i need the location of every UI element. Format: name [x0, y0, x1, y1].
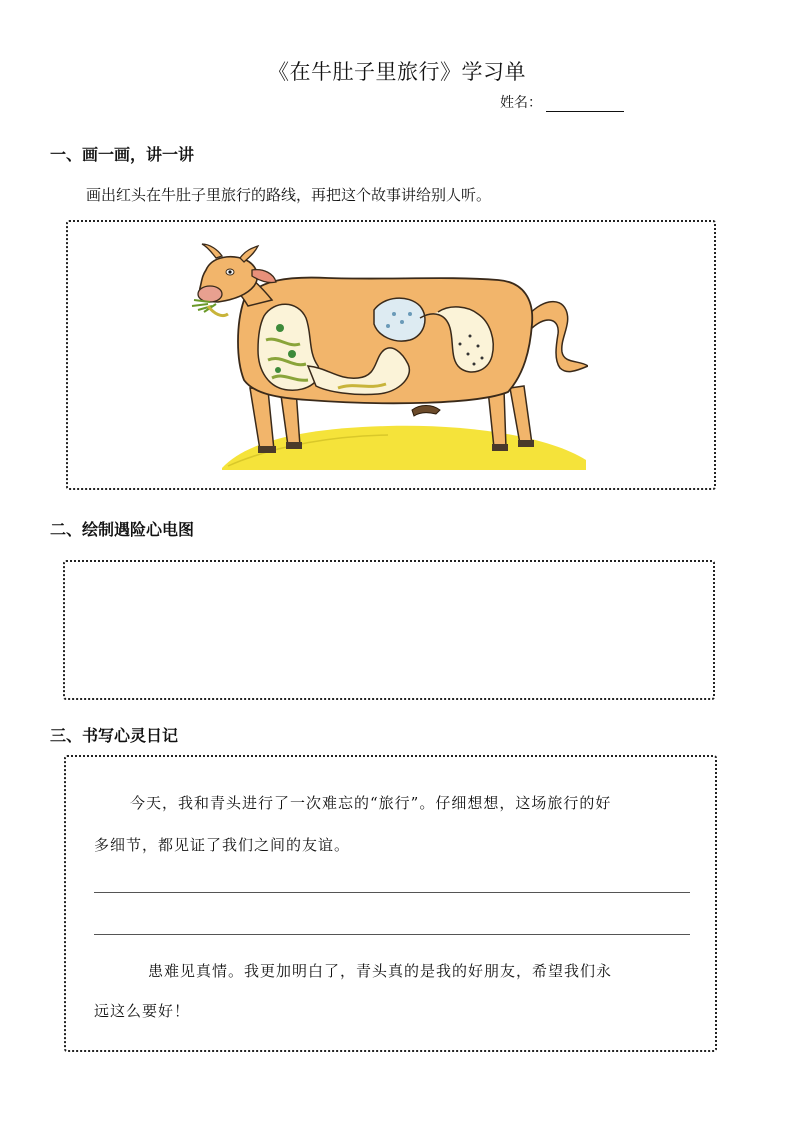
- grass-ground: [222, 426, 586, 470]
- drawing-box[interactable]: [66, 220, 716, 490]
- diary-paragraph2-line1: 患难见真情。我更加明白了，青头真的是我的好朋友，希望我们永: [148, 962, 613, 980]
- diary-paragraph1-line2: 多细节，都见证了我们之间的友谊。: [94, 836, 351, 854]
- section1-heading: 一、画一画，讲一讲: [50, 145, 195, 164]
- writing-line-2[interactable]: [94, 934, 690, 935]
- section2-heading: 二、绘制遇险心电图: [50, 520, 195, 539]
- diary-paragraph1-line1: 今天，我和青头进行了一次难忘的“旅行”。仔细想想，这场旅行的好: [130, 794, 612, 812]
- writing-line-1[interactable]: [94, 892, 690, 893]
- name-field: [500, 92, 624, 112]
- section3-heading: 三、书写心灵日记: [50, 726, 179, 745]
- page-title: 《在牛肚子里旅行》学习单: [268, 60, 526, 84]
- cow-stomach-reticulum: [374, 298, 425, 341]
- cow-illustration: [188, 240, 588, 470]
- section1-instruction: 画出红头在牛肚子里旅行的路线，再把这个故事讲给别人听。: [86, 186, 492, 204]
- cow-horn: [202, 244, 222, 258]
- name-label: 姓名：: [500, 95, 542, 111]
- diary-paragraph2-line2: 远这么要好！: [94, 1002, 191, 1020]
- chart-drawing-box[interactable]: [63, 560, 715, 700]
- cow-tail: [526, 302, 588, 372]
- name-blank[interactable]: [546, 95, 624, 112]
- cow-front-leg: [250, 388, 274, 450]
- cricket-icon: [412, 406, 440, 417]
